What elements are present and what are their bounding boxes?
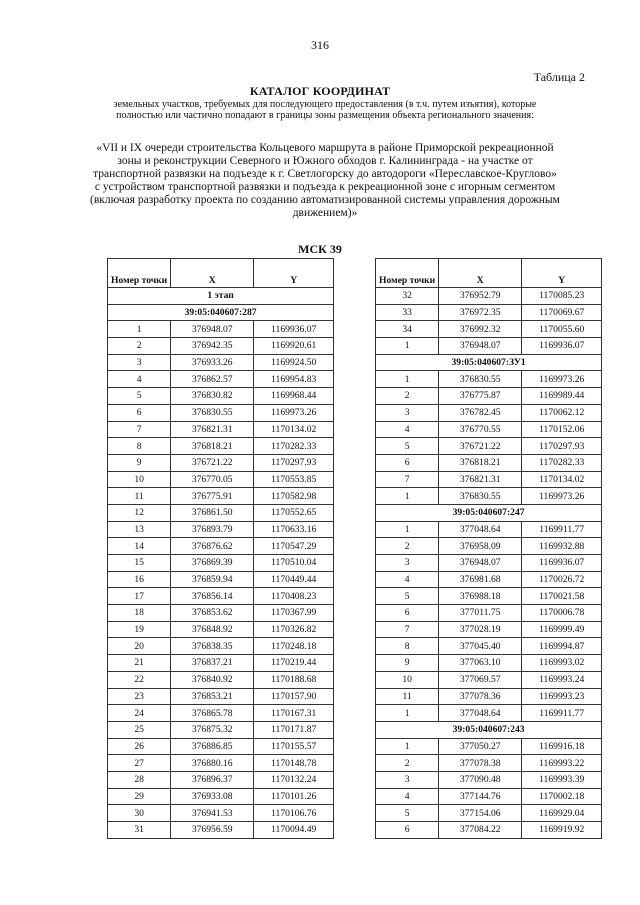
x-coordinate-cell: 376886.85 bbox=[171, 738, 254, 755]
coordinate-table-right bbox=[375, 258, 602, 839]
table-row bbox=[108, 805, 334, 822]
y-coordinate-cell: 1169968.44 bbox=[254, 388, 334, 405]
x-coordinate-cell: 376818.21 bbox=[171, 438, 254, 455]
x-coordinate-cell: 376942.35 bbox=[171, 338, 254, 355]
y-coordinate-cell: 1170188.68 bbox=[254, 671, 334, 688]
table-row bbox=[108, 788, 334, 805]
y-coordinate-cell: 1169989.44 bbox=[522, 388, 602, 405]
table-row bbox=[108, 605, 334, 622]
x-coordinate-cell: 376992.32 bbox=[439, 321, 522, 338]
table-row bbox=[376, 338, 602, 355]
table-row bbox=[376, 371, 602, 388]
table-row bbox=[108, 721, 334, 738]
x-coordinate-cell: 376958.09 bbox=[439, 538, 522, 555]
table-row bbox=[108, 454, 334, 471]
y-coordinate-cell: 1170552.65 bbox=[254, 504, 334, 521]
x-coordinate-cell: 376988.18 bbox=[439, 588, 522, 605]
table-header-row bbox=[376, 259, 602, 288]
header-x: X bbox=[171, 259, 254, 288]
y-coordinate-cell: 1169993.39 bbox=[522, 771, 602, 788]
x-coordinate-cell: 377011.75 bbox=[439, 605, 522, 622]
x-coordinate-cell: 377078.36 bbox=[439, 688, 522, 705]
y-coordinate-cell: 1170085.23 bbox=[522, 288, 602, 305]
document-subtitle: земельных участков, требуемых для последующего предоставления (в т.ч. путем изъятия), которые полностью или частично попадают в границы зоны размещения объекта регионального значения: bbox=[113, 99, 537, 121]
x-coordinate-cell: 376775.87 bbox=[439, 388, 522, 405]
point-number-cell: 1 bbox=[376, 338, 439, 355]
y-coordinate-cell: 1170155.57 bbox=[254, 738, 334, 755]
x-coordinate-cell: 377154.06 bbox=[439, 805, 522, 822]
point-number-cell: 5 bbox=[376, 588, 439, 605]
x-coordinate-cell: 376880.16 bbox=[171, 755, 254, 772]
table-row bbox=[108, 655, 334, 672]
point-number-cell: 1 bbox=[108, 321, 171, 338]
point-number-cell: 31 bbox=[108, 822, 171, 839]
y-coordinate-cell: 1169993.22 bbox=[522, 755, 602, 772]
table-row bbox=[108, 504, 334, 521]
y-coordinate-cell: 1170582.98 bbox=[254, 488, 334, 505]
point-number-cell: 3 bbox=[108, 354, 171, 371]
table-row bbox=[108, 388, 334, 405]
x-coordinate-cell: 376848.92 bbox=[171, 621, 254, 638]
point-number-cell: 19 bbox=[108, 621, 171, 638]
point-number-cell: 3 bbox=[376, 555, 439, 572]
point-number-cell: 3 bbox=[376, 404, 439, 421]
x-coordinate-cell: 376838.35 bbox=[171, 638, 254, 655]
point-number-cell: 21 bbox=[108, 655, 171, 672]
table-row bbox=[376, 421, 602, 438]
x-coordinate-cell: 376893.79 bbox=[171, 521, 254, 538]
y-coordinate-cell: 1169911.77 bbox=[522, 705, 602, 722]
point-number-cell: 7 bbox=[376, 621, 439, 638]
table-row bbox=[376, 805, 602, 822]
table-row bbox=[376, 521, 602, 538]
point-number-cell: 5 bbox=[376, 805, 439, 822]
x-coordinate-cell: 376869.39 bbox=[171, 555, 254, 572]
x-coordinate-cell: 377048.64 bbox=[439, 705, 522, 722]
table-row bbox=[108, 538, 334, 555]
y-coordinate-cell: 1170157.90 bbox=[254, 688, 334, 705]
x-coordinate-cell: 376941.53 bbox=[171, 805, 254, 822]
point-number-cell: 1 bbox=[376, 521, 439, 538]
y-coordinate-cell: 1169936.07 bbox=[522, 338, 602, 355]
point-number-cell: 20 bbox=[108, 638, 171, 655]
table-row bbox=[376, 321, 602, 338]
section-label: 1 этап bbox=[108, 288, 334, 305]
table-row bbox=[376, 438, 602, 455]
y-coordinate-cell: 1170069.67 bbox=[522, 304, 602, 321]
x-coordinate-cell: 376818.21 bbox=[439, 454, 522, 471]
table-row bbox=[108, 588, 334, 605]
table-row bbox=[376, 738, 602, 755]
y-coordinate-cell: 1170021.58 bbox=[522, 588, 602, 605]
y-coordinate-cell: 1169920.61 bbox=[254, 338, 334, 355]
x-coordinate-cell: 377144.76 bbox=[439, 788, 522, 805]
table-row bbox=[376, 621, 602, 638]
y-coordinate-cell: 1170297.93 bbox=[254, 454, 334, 471]
x-coordinate-cell: 376837.21 bbox=[171, 655, 254, 672]
point-number-cell: 4 bbox=[376, 788, 439, 805]
table-row bbox=[108, 438, 334, 455]
y-coordinate-cell: 1169936.07 bbox=[522, 555, 602, 572]
table-row bbox=[376, 288, 602, 305]
table-row bbox=[108, 705, 334, 722]
y-coordinate-cell: 1170132.24 bbox=[254, 771, 334, 788]
y-coordinate-cell: 1169954.83 bbox=[254, 371, 334, 388]
table-row bbox=[108, 688, 334, 705]
y-coordinate-cell: 1170326.82 bbox=[254, 621, 334, 638]
table-row bbox=[108, 671, 334, 688]
x-coordinate-cell: 376830.55 bbox=[439, 488, 522, 505]
point-number-cell: 32 bbox=[376, 288, 439, 305]
point-number-cell: 4 bbox=[108, 371, 171, 388]
point-number-cell: 30 bbox=[108, 805, 171, 822]
x-coordinate-cell: 376952.79 bbox=[439, 288, 522, 305]
table-row bbox=[376, 771, 602, 788]
table-label: Таблица 2 bbox=[533, 70, 585, 84]
table-row bbox=[108, 755, 334, 772]
y-coordinate-cell: 1169993.02 bbox=[522, 655, 602, 672]
y-coordinate-cell: 1169919.92 bbox=[522, 822, 602, 839]
x-coordinate-cell: 376782.45 bbox=[439, 404, 522, 421]
y-coordinate-cell: 1169973.26 bbox=[254, 404, 334, 421]
table-row bbox=[108, 571, 334, 588]
x-coordinate-cell: 376856.14 bbox=[171, 588, 254, 605]
table-row bbox=[376, 388, 602, 405]
x-coordinate-cell: 377090.48 bbox=[439, 771, 522, 788]
table-row bbox=[108, 321, 334, 338]
x-coordinate-cell: 376830.55 bbox=[439, 371, 522, 388]
table-row bbox=[376, 688, 602, 705]
point-number-cell: 34 bbox=[376, 321, 439, 338]
y-coordinate-cell: 1169973.26 bbox=[522, 371, 602, 388]
y-coordinate-cell: 1169993.24 bbox=[522, 671, 602, 688]
y-coordinate-cell: 1170094.49 bbox=[254, 822, 334, 839]
table-row bbox=[108, 354, 334, 371]
point-number-cell: 11 bbox=[108, 488, 171, 505]
point-number-cell: 18 bbox=[108, 605, 171, 622]
y-coordinate-cell: 1169932.88 bbox=[522, 538, 602, 555]
y-coordinate-cell: 1170633.16 bbox=[254, 521, 334, 538]
point-number-cell: 27 bbox=[108, 755, 171, 772]
section-label: 39:05:040607:287 bbox=[108, 304, 334, 321]
y-coordinate-cell: 1170547.29 bbox=[254, 538, 334, 555]
y-coordinate-cell: 1169916.18 bbox=[522, 738, 602, 755]
point-number-cell: 10 bbox=[108, 471, 171, 488]
x-coordinate-cell: 377063.10 bbox=[439, 655, 522, 672]
point-number-cell: 1 bbox=[376, 705, 439, 722]
table-row bbox=[376, 454, 602, 471]
x-coordinate-cell: 376956.59 bbox=[171, 822, 254, 839]
section-row bbox=[376, 721, 602, 738]
point-number-cell: 2 bbox=[376, 538, 439, 555]
point-number-cell: 22 bbox=[108, 671, 171, 688]
x-coordinate-cell: 377078.38 bbox=[439, 755, 522, 772]
point-number-cell: 16 bbox=[108, 571, 171, 588]
table-row bbox=[376, 588, 602, 605]
y-coordinate-cell: 1170282.33 bbox=[522, 454, 602, 471]
table-header-row bbox=[108, 259, 334, 288]
table-row bbox=[376, 671, 602, 688]
x-coordinate-cell: 376896.37 bbox=[171, 771, 254, 788]
y-coordinate-cell: 1169999.49 bbox=[522, 621, 602, 638]
table-row bbox=[376, 488, 602, 505]
coordinate-table-left bbox=[107, 258, 334, 839]
point-number-cell: 2 bbox=[376, 755, 439, 772]
x-coordinate-cell: 376933.08 bbox=[171, 788, 254, 805]
table-row bbox=[108, 621, 334, 638]
y-coordinate-cell: 1170282.33 bbox=[254, 438, 334, 455]
point-number-cell: 14 bbox=[108, 538, 171, 555]
table-row bbox=[108, 338, 334, 355]
section-row bbox=[376, 354, 602, 371]
header-y: Y bbox=[254, 259, 334, 288]
x-coordinate-cell: 376721.22 bbox=[439, 438, 522, 455]
y-coordinate-cell: 1169973.26 bbox=[522, 488, 602, 505]
table-row bbox=[376, 471, 602, 488]
section-label: 39:05:040607:247 bbox=[376, 504, 602, 521]
point-number-cell: 1 bbox=[376, 488, 439, 505]
y-coordinate-cell: 1170062.12 bbox=[522, 404, 602, 421]
y-coordinate-cell: 1170297.93 bbox=[522, 438, 602, 455]
document-title: КАТАЛОГ КООРДИНАТ bbox=[249, 84, 391, 98]
point-number-cell: 10 bbox=[376, 671, 439, 688]
point-number-cell: 33 bbox=[376, 304, 439, 321]
table-row bbox=[376, 555, 602, 572]
y-coordinate-cell: 1170002.18 bbox=[522, 788, 602, 805]
section-row bbox=[108, 304, 334, 321]
point-number-cell: 28 bbox=[108, 771, 171, 788]
table-row bbox=[108, 771, 334, 788]
x-coordinate-cell: 376830.55 bbox=[171, 404, 254, 421]
y-coordinate-cell: 1170026.72 bbox=[522, 571, 602, 588]
point-number-cell: 23 bbox=[108, 688, 171, 705]
x-coordinate-cell: 377045.40 bbox=[439, 638, 522, 655]
table-row bbox=[108, 555, 334, 572]
table-row bbox=[376, 638, 602, 655]
point-number-cell: 17 bbox=[108, 588, 171, 605]
point-number-cell: 11 bbox=[376, 688, 439, 705]
point-number-cell: 12 bbox=[108, 504, 171, 521]
point-number-cell: 4 bbox=[376, 571, 439, 588]
y-coordinate-cell: 1170248.18 bbox=[254, 638, 334, 655]
table-row bbox=[376, 571, 602, 588]
point-number-cell: 8 bbox=[108, 438, 171, 455]
x-coordinate-cell: 376981.68 bbox=[439, 571, 522, 588]
x-coordinate-cell: 376853.62 bbox=[171, 605, 254, 622]
table-row bbox=[108, 521, 334, 538]
header-point-number: Номер точки bbox=[376, 259, 439, 288]
y-coordinate-cell: 1170152.06 bbox=[522, 421, 602, 438]
x-coordinate-cell: 376865.78 bbox=[171, 705, 254, 722]
x-coordinate-cell: 376859.94 bbox=[171, 571, 254, 588]
point-number-cell: 6 bbox=[108, 404, 171, 421]
point-number-cell: 5 bbox=[108, 388, 171, 405]
table-row bbox=[108, 404, 334, 421]
point-number-cell: 13 bbox=[108, 521, 171, 538]
y-coordinate-cell: 1169911.77 bbox=[522, 521, 602, 538]
point-number-cell: 1 bbox=[376, 738, 439, 755]
x-coordinate-cell: 376770.55 bbox=[439, 421, 522, 438]
y-coordinate-cell: 1170055.60 bbox=[522, 321, 602, 338]
table-row bbox=[376, 605, 602, 622]
x-coordinate-cell: 376972.35 bbox=[439, 304, 522, 321]
point-number-cell: 4 bbox=[376, 421, 439, 438]
point-number-cell: 3 bbox=[376, 771, 439, 788]
table-row bbox=[376, 655, 602, 672]
table-row bbox=[108, 488, 334, 505]
table-row bbox=[108, 471, 334, 488]
y-coordinate-cell: 1170006.78 bbox=[522, 605, 602, 622]
x-coordinate-cell: 376876.62 bbox=[171, 538, 254, 555]
point-number-cell: 15 bbox=[108, 555, 171, 572]
section-label: 39:05:040607:243 bbox=[376, 721, 602, 738]
point-number-cell: 5 bbox=[376, 438, 439, 455]
y-coordinate-cell: 1169924.50 bbox=[254, 354, 334, 371]
table-row bbox=[108, 822, 334, 839]
x-coordinate-cell: 376861.50 bbox=[171, 504, 254, 521]
point-number-cell: 6 bbox=[376, 822, 439, 839]
x-coordinate-cell: 376948.07 bbox=[171, 321, 254, 338]
section-row bbox=[108, 288, 334, 305]
y-coordinate-cell: 1170134.02 bbox=[254, 421, 334, 438]
section-label: 39:05:040607:ЗУ1 bbox=[376, 354, 602, 371]
table-row bbox=[376, 755, 602, 772]
header-y: Y bbox=[522, 259, 602, 288]
x-coordinate-cell: 376830.82 bbox=[171, 388, 254, 405]
y-coordinate-cell: 1170553.85 bbox=[254, 471, 334, 488]
point-number-cell: 24 bbox=[108, 705, 171, 722]
x-coordinate-cell: 376775.91 bbox=[171, 488, 254, 505]
x-coordinate-cell: 376821.31 bbox=[171, 421, 254, 438]
section-row bbox=[376, 504, 602, 521]
x-coordinate-cell: 376853.21 bbox=[171, 688, 254, 705]
x-coordinate-cell: 376875.32 bbox=[171, 721, 254, 738]
x-coordinate-cell: 376948.07 bbox=[439, 338, 522, 355]
header-point-number: Номер точки bbox=[108, 259, 171, 288]
point-number-cell: 9 bbox=[108, 454, 171, 471]
x-coordinate-cell: 376948.07 bbox=[439, 555, 522, 572]
point-number-cell: 2 bbox=[108, 338, 171, 355]
y-coordinate-cell: 1169929.04 bbox=[522, 805, 602, 822]
table-row bbox=[108, 638, 334, 655]
y-coordinate-cell: 1170510.04 bbox=[254, 555, 334, 572]
y-coordinate-cell: 1170106.76 bbox=[254, 805, 334, 822]
point-number-cell: 1 bbox=[376, 371, 439, 388]
point-number-cell: 29 bbox=[108, 788, 171, 805]
point-number-cell: 6 bbox=[376, 605, 439, 622]
y-coordinate-cell: 1170449.44 bbox=[254, 571, 334, 588]
y-coordinate-cell: 1169993.23 bbox=[522, 688, 602, 705]
table-row bbox=[108, 421, 334, 438]
point-number-cell: 9 bbox=[376, 655, 439, 672]
y-coordinate-cell: 1170219.44 bbox=[254, 655, 334, 672]
x-coordinate-cell: 377069.57 bbox=[439, 671, 522, 688]
table-row bbox=[108, 738, 334, 755]
coordinate-system-label: МСК 39 bbox=[298, 242, 342, 256]
y-coordinate-cell: 1170367.99 bbox=[254, 605, 334, 622]
x-coordinate-cell: 377050.27 bbox=[439, 738, 522, 755]
y-coordinate-cell: 1170171.87 bbox=[254, 721, 334, 738]
table-row bbox=[108, 371, 334, 388]
x-coordinate-cell: 376862.57 bbox=[171, 371, 254, 388]
table-row bbox=[376, 822, 602, 839]
point-number-cell: 8 bbox=[376, 638, 439, 655]
x-coordinate-cell: 377048.64 bbox=[439, 521, 522, 538]
x-coordinate-cell: 377028.19 bbox=[439, 621, 522, 638]
table-row bbox=[376, 538, 602, 555]
y-coordinate-cell: 1170167.31 bbox=[254, 705, 334, 722]
y-coordinate-cell: 1170408.23 bbox=[254, 588, 334, 605]
point-number-cell: 25 bbox=[108, 721, 171, 738]
x-coordinate-cell: 376933.26 bbox=[171, 354, 254, 371]
y-coordinate-cell: 1170134.02 bbox=[522, 471, 602, 488]
x-coordinate-cell: 377084.22 bbox=[439, 822, 522, 839]
point-number-cell: 2 bbox=[376, 388, 439, 405]
page-number: 316 bbox=[311, 38, 329, 52]
x-coordinate-cell: 376840.92 bbox=[171, 671, 254, 688]
point-number-cell: 7 bbox=[108, 421, 171, 438]
table-row bbox=[376, 788, 602, 805]
y-coordinate-cell: 1169994.87 bbox=[522, 638, 602, 655]
table-row bbox=[376, 304, 602, 321]
table-row bbox=[376, 705, 602, 722]
y-coordinate-cell: 1169936.07 bbox=[254, 321, 334, 338]
x-coordinate-cell: 376721.22 bbox=[171, 454, 254, 471]
header-x: X bbox=[439, 259, 522, 288]
point-number-cell: 26 bbox=[108, 738, 171, 755]
x-coordinate-cell: 376821.31 bbox=[439, 471, 522, 488]
x-coordinate-cell: 376770.05 bbox=[171, 471, 254, 488]
point-number-cell: 6 bbox=[376, 454, 439, 471]
project-description: «VII и IX очереди строительства Кольцевого маршрута в районе Приморской рекреационной зоны и реконструкции Северного и Южного обходов г. Калининграда - на участке от транспортной развязки на подъезде к г. Светлогорску до автодороги «Переславское-Круглово» с устройством транспортной развязки и подъезда к рекреационной зоне с игорным сегментом (включая разработку проекта по созданию автоматизированной системы управления дорожным движением)» bbox=[90, 142, 560, 219]
point-number-cell: 7 bbox=[376, 471, 439, 488]
y-coordinate-cell: 1170148.78 bbox=[254, 755, 334, 772]
y-coordinate-cell: 1170101.26 bbox=[254, 788, 334, 805]
table-row bbox=[376, 404, 602, 421]
